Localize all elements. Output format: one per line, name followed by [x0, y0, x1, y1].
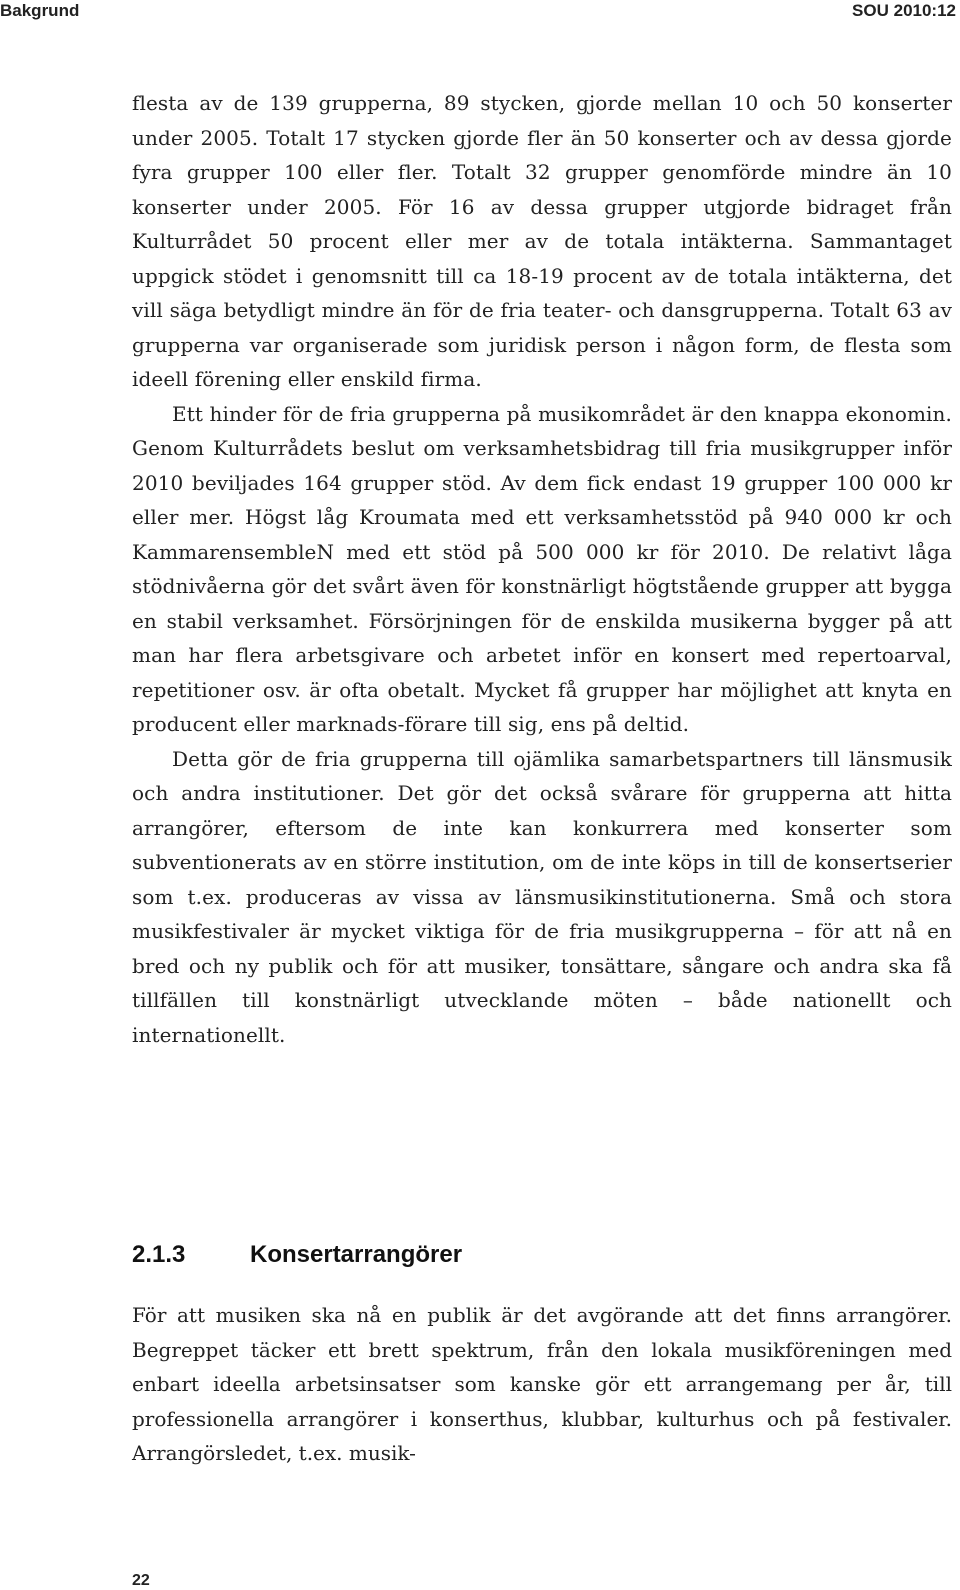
section-title: Konsertarrangörer — [250, 1241, 463, 1268]
section-paragraph: För att musiken ska nå en publik är det avgörande att det finns arrangörer. Begreppet täcker ett brett spektrum, från den lokala musikföreningen med enbart ideella arbetsinsatser som kanske gör ett arrangemang per år, till professionella arrangörer i konserthus, klubbar, kulturhus och på festivaler. Arrangörsledet, t.ex. musik- — [132, 1303, 952, 1465]
paragraph-3: Detta gör de fria grupperna till ojämlika samarbetspartners till länsmusik och andra institutioner. Det gör det också svårare för grupperna att hitta arrangörer, eftersom de inte kan konkurrera med konserter som subventionerats av en större institution, om de inte köps in till de konsertserier som t.ex. produceras av vissa av länsmusikinstitutionerna. Små och stora musikfestivaler är mycket viktiga för de fria musikgrupperna – för att nå en bred och ny publik och för att musiker, tonsättare, sångare och andra ska få tillfällen till konstnärligt utvecklande möten – både nationellt och internationellt. — [132, 746, 952, 1047]
section-number: 2.1.3 — [132, 1241, 186, 1268]
page-number: 22 — [132, 1572, 150, 1589]
running-header — [0, 0, 960, 22]
paragraph-2: Ett hinder för de fria grupperna på musikområdet är den knappa ekonomin. Genom Kulturrådets beslut om verksamhetsbidrag till fria musikgrupper inför 2010 beviljades 164 grupper stöd. Av dem fick endast 19 grupper 100 000 kr eller mer. Högst låg Kroumata med ett verksamhetsstöd på 940 000 kr och KammarensembleN med ett stöd på 500 000 kr för 2010. De relativt låga stödnivåerna gör det svårt även för konstnärligt högtstående grupper att bygga en stabil verksamhet. Försörjningen för de enskilda musikerna bygger på att man har flera arbetsgivare och arbetet inför en konsert med repertoarval, repetitioner osv. är ofta obetalt. Mycket få grupper har möjlighet att knyta en producent eller marknads-förare till sig, ens på deltid. — [132, 401, 952, 736]
header-document-id: SOU 2010:12 — [852, 1, 956, 20]
body-text — [132, 86, 952, 1052]
section-body — [132, 1298, 952, 1471]
paragraph-1: flesta av de 139 grupperna, 89 stycken, gjorde mellan 10 och 50 konserter under 2005. Totalt 17 stycken gjorde fler än 50 konserter och av dessa gjorde fyra grupper 100 eller fler. Totalt 32 grupper genomförde mindre än 10 konserter under 2005. För 16 av dessa grupper utgjorde bidraget från Kulturrådet 50 procent eller mer av de totala intäkterna. Sammantaget uppgick stödet i genomsnitt till ca 18-19 procent av de totala intäkterna, det vill säga betydligt mindre än för de fria teater- och dansgrupperna. Totalt 63 av grupperna var organiserade som juridisk person i någon form, de flesta som ideell förening eller enskild firma. — [132, 91, 952, 391]
header-section-title: Bakgrund — [0, 1, 80, 20]
section-heading — [132, 1240, 462, 1270]
